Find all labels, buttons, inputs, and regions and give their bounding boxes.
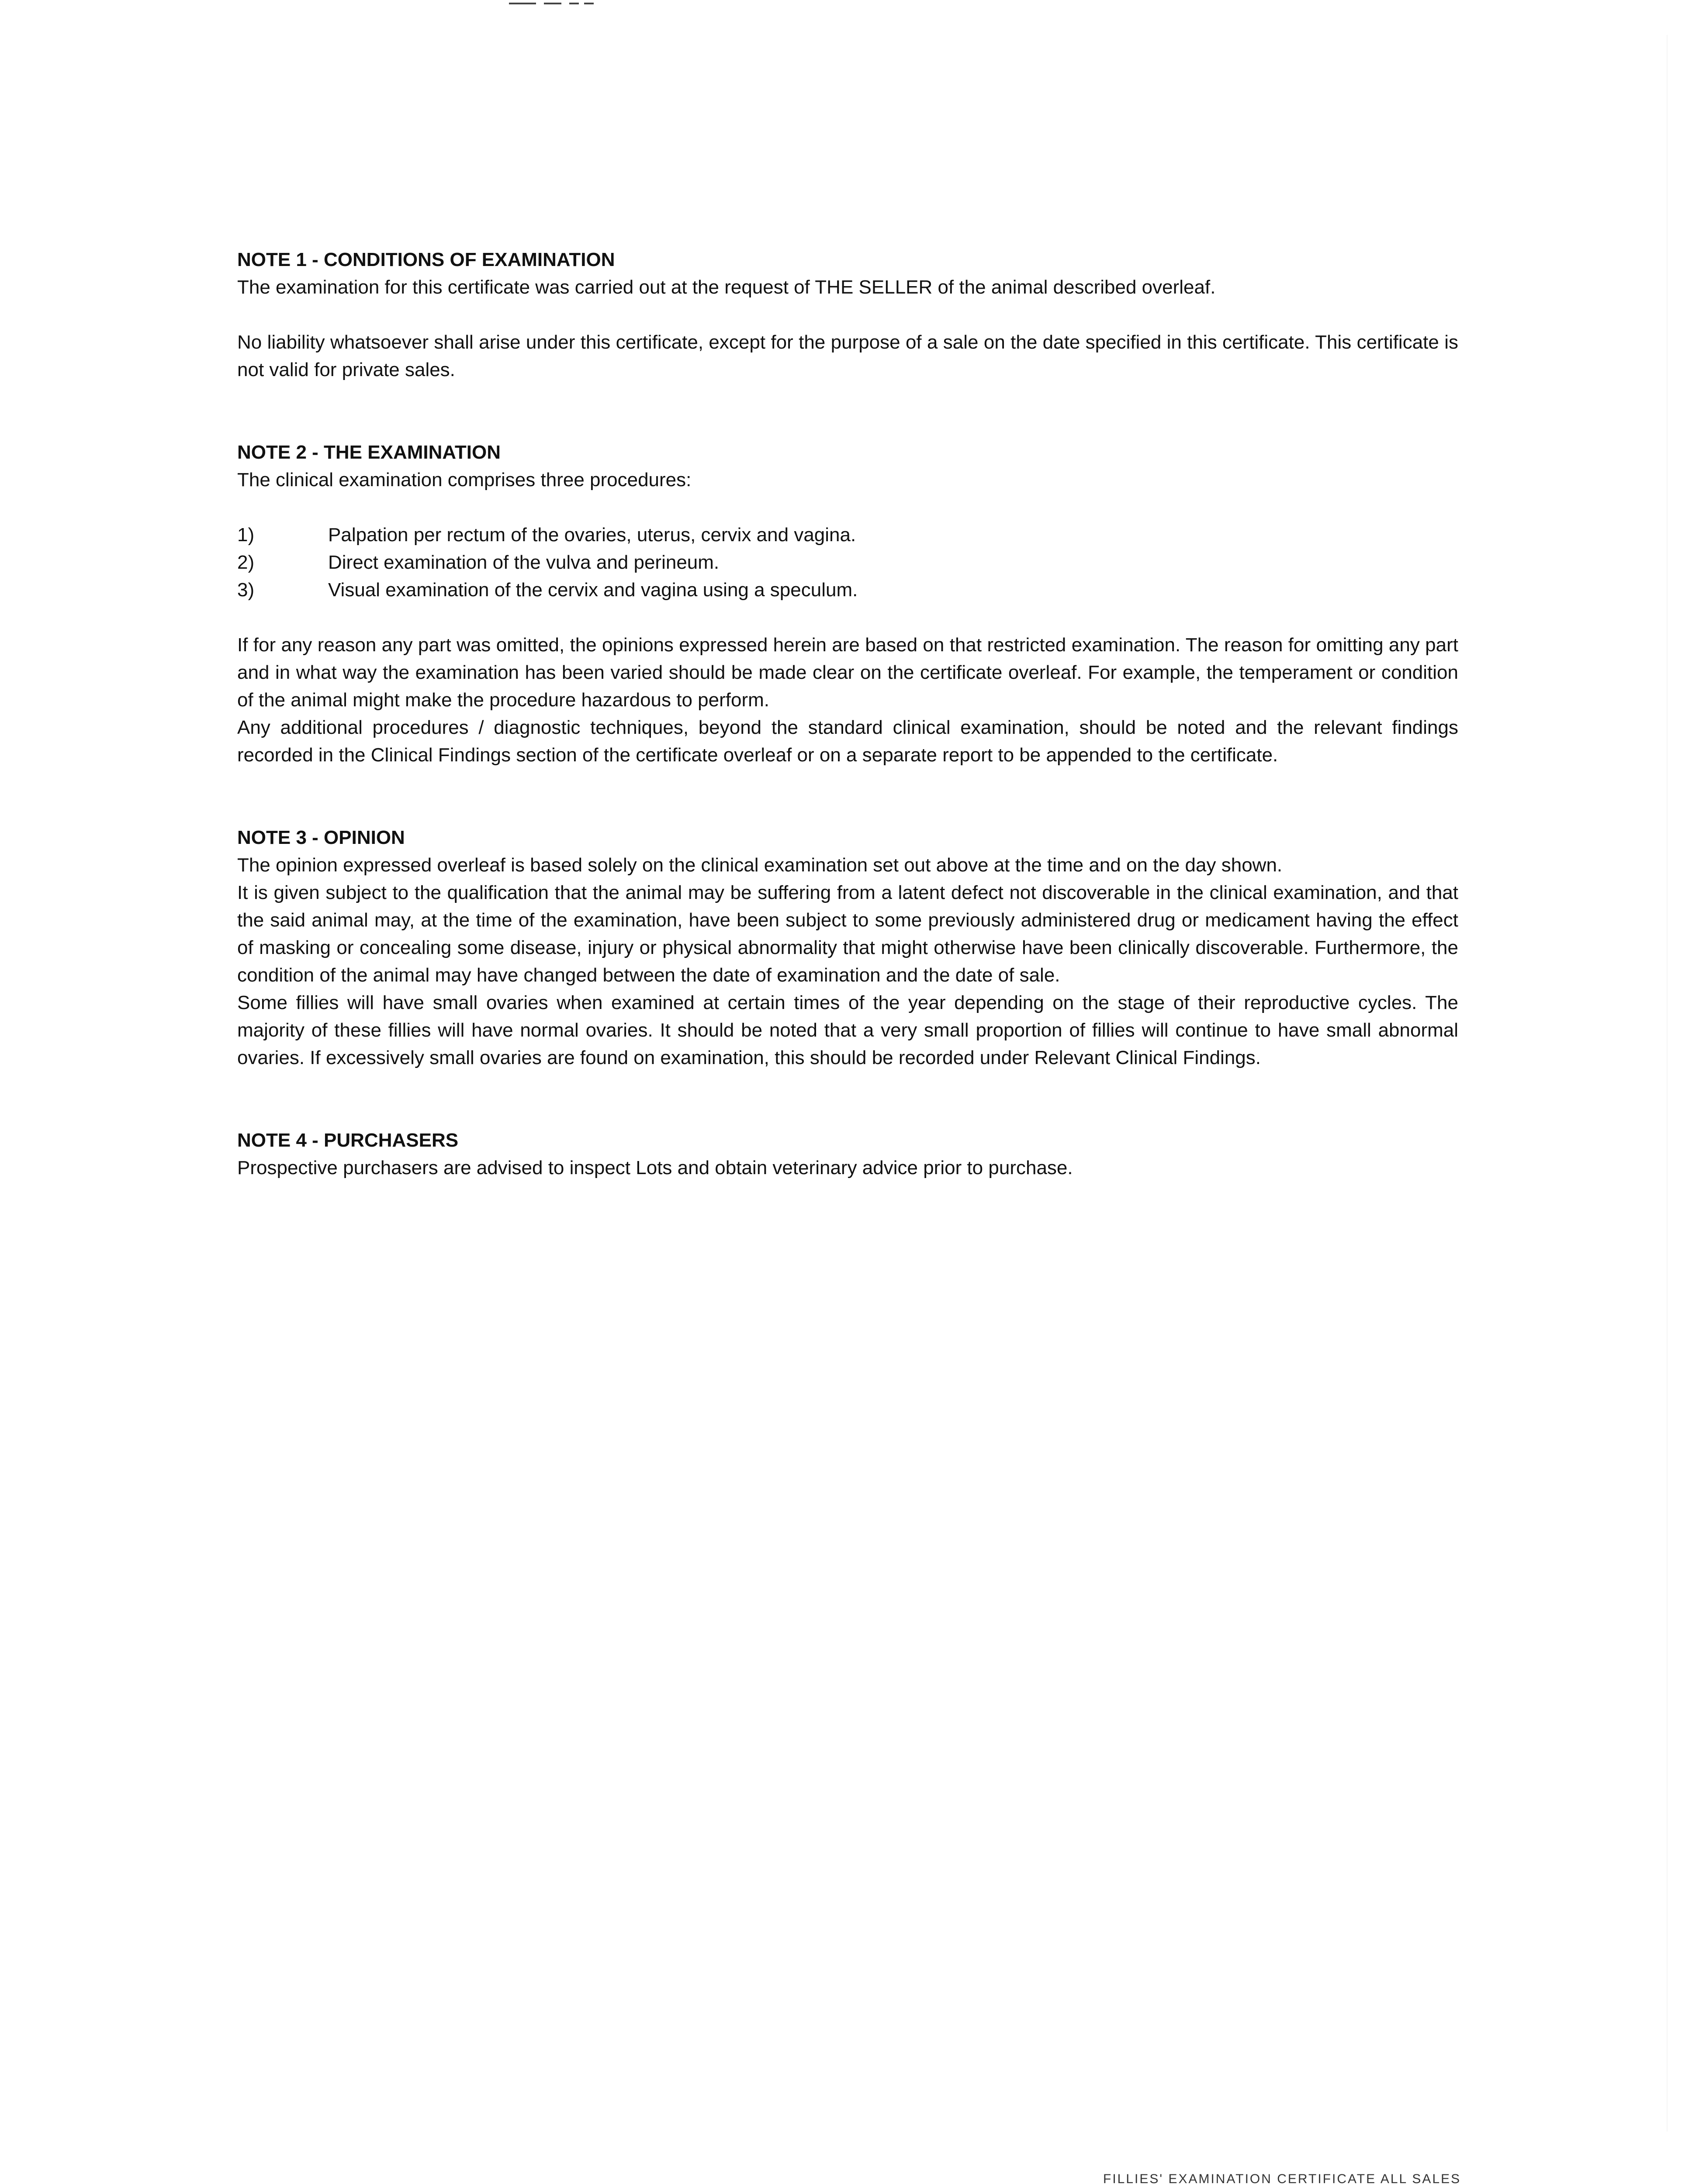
procedure-item — [237, 521, 1458, 549]
page-footer: FILLIES' EXAMINATION CERTIFICATE ALL SALES — [1103, 2172, 1461, 2184]
note-4-section — [237, 1127, 1458, 1182]
scan-edge-line — [1667, 35, 1668, 2132]
note-1-section — [237, 246, 1458, 384]
procedure-item — [237, 549, 1458, 576]
note-2-omitted-paragraph: If for any reason any part was omitted, the opinions expressed herein are based on that restricted examination. The reason for omitting any part and in what way the examination has been varied should be made clear on the certificate overleaf. For example, the temperament or condition of the animal might make the procedure hazardous to perform. — [237, 634, 1458, 711]
notes-content — [237, 246, 1458, 1182]
note-3-section — [237, 824, 1458, 1071]
note-2-intro: The clinical examination comprises three procedures: — [237, 469, 692, 491]
procedure-number: 2) — [237, 552, 255, 573]
note-3-paragraph-2: It is given subject to the qualification that the animal may be suffering from a latent defect not discoverable in the clinical examination, and that the said animal may, at the time of the examination, have been subject to some previously administered drug or medicament having the effect of masking or concealing some disease, injury or physical abnormality that might otherwise have been clinically discoverable. Furthermore, the condition of the animal may have changed between the date of examination and the date of sale. — [237, 882, 1458, 986]
note-3-paragraph-1: The opinion expressed overleaf is based solely on the clinical examination set out above at the time and on the day shown. — [237, 854, 1283, 876]
procedure-number: 1) — [237, 524, 255, 546]
note-2-additional-paragraph: Any additional procedures / diagnostic techniques, beyond the standard clinical examination, should be noted and the relevant findings recorded in the Clinical Findings section of the certificate overleaf or on a separate report to be appended to the certificate. — [237, 717, 1458, 766]
note-2-section — [237, 439, 1458, 769]
note-1-heading: NOTE 1 - CONDITIONS OF EXAMINATION — [237, 249, 615, 270]
top-scan-marks — [509, 0, 596, 6]
procedure-text: Palpation per rectum of the ovaries, uterus, cervix and vagina. — [328, 524, 856, 546]
note-3-heading: NOTE 3 - OPINION — [237, 827, 405, 848]
procedure-text: Direct examination of the vulva and perineum. — [328, 552, 720, 573]
procedure-number: 3) — [237, 579, 255, 601]
note-4-heading: NOTE 4 - PURCHASERS — [237, 1130, 459, 1151]
note-3-paragraph-3: Some fillies will have small ovaries when examined at certain times of the year depending on the stage of their reproductive cycles. The majority of these fillies will have normal ovaries. It should be noted that a very small proportion of fillies will continue to have small abnormal ovaries. If excessively small ovaries are found on examination, this should be recorded under Relevant Clinical Findings. — [237, 992, 1458, 1068]
procedure-text: Visual examination of the cervix and vagina using a speculum. — [328, 579, 858, 601]
procedure-list — [237, 521, 1458, 604]
note-1-paragraph-2: No liability whatsoever shall arise under this certificate, except for the purpose of a sale on the date specified in this certificate. This certificate is not valid for private sales. — [237, 332, 1458, 380]
note-2-heading: NOTE 2 - THE EXAMINATION — [237, 442, 501, 463]
note-1-paragraph-1: The examination for this certificate was carried out at the request of THE SELLER of the animal described overleaf. — [237, 276, 1216, 298]
note-4-paragraph-1: Prospective purchasers are advised to inspect Lots and obtain veterinary advice prior to purchase. — [237, 1157, 1073, 1178]
procedure-item — [237, 576, 1458, 604]
